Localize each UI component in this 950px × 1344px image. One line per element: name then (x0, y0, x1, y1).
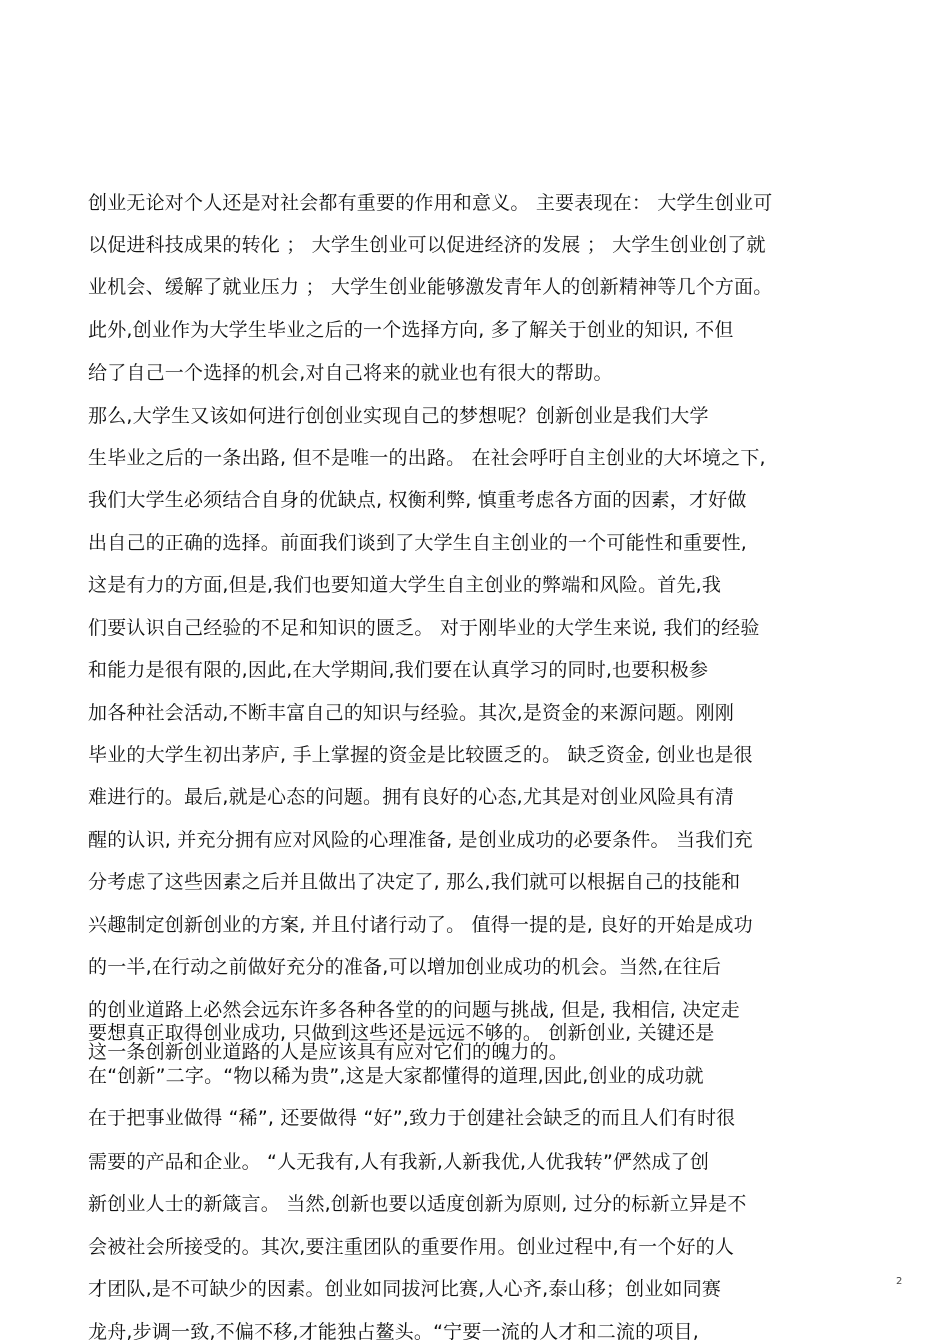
text-line: 和能力是很有限的,因此,在大学期间,我们要在认真学习的同时,也要积极参 (88, 659, 709, 681)
text-line: 此外,创业作为大学生毕业之后的一个选择方向, 多了解关于创业的知识, 不但 (88, 319, 734, 341)
text-line: 兴趣制定创新创业的方案, 并且付诸行动了。 值得一提的是, 良好的开始是成功 (88, 914, 753, 936)
text-line: 才团队,是不可缺少的因素。创业如同拔河比赛,人心齐,泰山移；创业如同赛 (88, 1278, 722, 1300)
text-line: 这是有力的方面,但是,我们也要知道大学生自主创业的弊端和风险。首先,我 (88, 574, 722, 596)
text-line: 的一半,在行动之前做好充分的准备,可以增加创业成功的机会。当然,在往后 (88, 956, 722, 978)
text-line: 醒的认识, 并充分拥有应对风险的心理准备, 是创业成功的必要条件。 当我们充 (88, 829, 753, 851)
page-number: 2 (896, 1276, 903, 1287)
text-line: 们要认识自己经验的不足和知识的匮乏。 对于刚毕业的大学生来说, 我们的经验 (88, 617, 760, 639)
text-line: 生毕业之后的一条出路, 但不是唯一的出路。 在社会呼吁自主创业的大坏境之下, (88, 447, 766, 469)
text-line: 新创业人士的新箴言。 当然,创新也要以适度创新为原则, 过分的标新立异是不 (88, 1193, 747, 1215)
text-line: 业机会、缓解了就业压力 ； 大学生创业能够激发青年人的创新精神等几个方面。 (88, 276, 773, 298)
text-line: 难进行的。最后,就是心态的问题。拥有良好的心态,尤其是对创业风险具有清 (88, 786, 735, 808)
text-line: 在于把事业做得 “稀”, 还要做得 “好”,致力于创建社会缺乏的而且人们有时很 (88, 1107, 736, 1129)
text-line: 的创业道路上必然会远东许多各种各堂的的问题与挑战, 但是, 我相信, 决定走 (88, 999, 740, 1021)
text-line: 那么,大学生又该如何进行创创业实现自己的梦想呢？创新创业是我们大学 (88, 405, 709, 427)
text-line: 以促进科技成果的转化 ； 大学生创业可以促进经济的发展 ； 大学生创业创了就 (88, 234, 766, 256)
text-line: 给了自己一个选择的机会,对自己将来的就业也有很大的帮助。 (88, 362, 613, 384)
text-line: 毕业的大学生初出茅庐, 手上掌握的资金是比较匮乏的。 缺乏资金, 创业也是很 (88, 744, 753, 766)
text-line: 我们大学生必须结合自身的优缺点, 权衡利弊, 慎重考虑各方面的因素，才好做 (88, 489, 747, 511)
text-line: 需要的产品和企业。 “人无我有,人有我新,人新我优,人优我转”俨然成了创 (88, 1151, 710, 1173)
text-line: 龙舟,步调一致,不偏不移,才能独占鳌头。“宁要一流的人才和二流的项目, (88, 1321, 700, 1343)
text-line: 加各种社会活动,不断丰富自己的知识与经验。其次,是资金的来源问题。刚刚 (88, 702, 735, 724)
text-line: 出自己的正确的选择。前面我们谈到了大学生自主创业的一个可能性和重要性, (88, 532, 748, 554)
text-line: 会被社会所接受的。其次,要注重团队的重要作用。创业过程中,有一个好的人 (88, 1236, 735, 1258)
text-line: 要想真正取得创业成功, 只做到这些还是远远不够的。 创新创业, 关键还是 (88, 1022, 715, 1044)
text-line: 这一条创新创业道路的人是应该具有应对它们的魄力的。 (88, 1041, 569, 1063)
text-line: 分考虑了这些因素之后并且做出了决定了, 那么,我们就可以根据自己的技能和 (88, 871, 741, 893)
text-line: 在“创新”二字。“物以稀为贵”,这是大家都懂得的道理,因此,创业的成功就 (88, 1065, 704, 1087)
text-line: 创业无论对个人还是对社会都有重要的作用和意义。 主要表现在： 大学生创业可 (88, 192, 773, 214)
